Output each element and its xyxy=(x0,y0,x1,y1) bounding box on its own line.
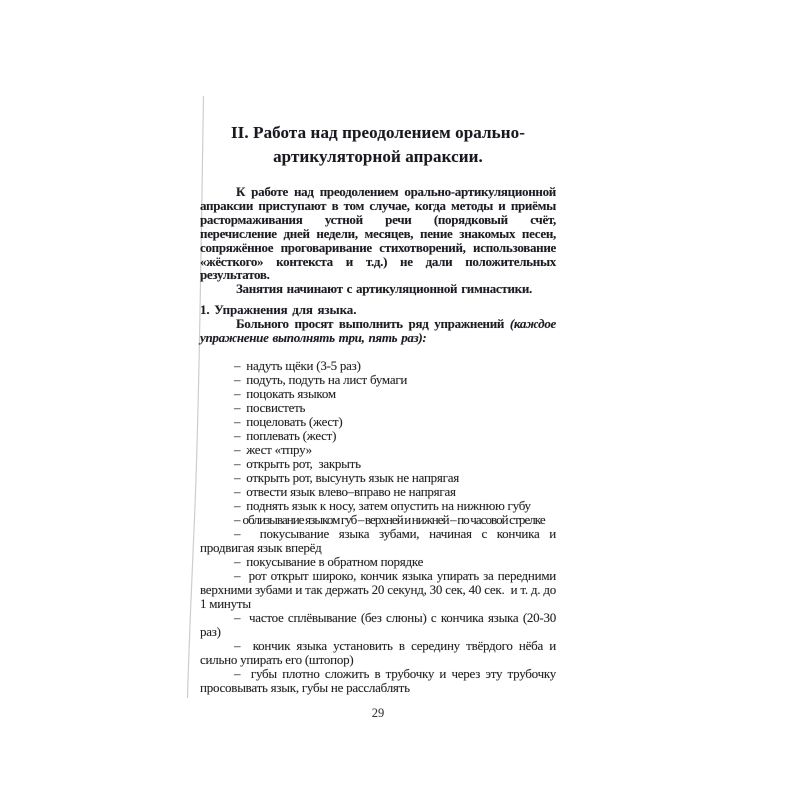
exercise-item: – кончик языка установить в середину твёрдого нёба и сильно упирать его (штопор) xyxy=(200,638,556,668)
exercise-item: – открыть рот, закрыть xyxy=(234,456,361,472)
exercise-item: – рот открыт широко, кончик языка упирать за передними верхними зубами и так держать 20 секунд, 30 сек, 40 сек. и т. д. до 1 минуты xyxy=(200,568,556,612)
exercise-item: – посвистеть xyxy=(234,400,306,416)
section-lead-italic: (каждое упражнение выполнять три, пять раз): xyxy=(200,316,556,346)
page-content xyxy=(200,121,556,720)
section-lead xyxy=(200,317,556,345)
page-title-line-2: артикуляторной апраксии. xyxy=(273,147,483,166)
page-title xyxy=(200,121,556,169)
exercise-item: – облизывание языком губ – верхней и нижней – по часовой стрелке xyxy=(234,512,545,528)
exercise-item: – надуть щёки (3-5 раз) xyxy=(234,358,361,374)
exercise-item: – поцеловать (жест) xyxy=(234,414,343,430)
paragraph-sessions-start: Занятия начинают с артикуляционной гимнастики. xyxy=(236,281,533,297)
exercise-item: – поднять язык к носу, затем опустить на нижнюю губу xyxy=(234,498,531,514)
exercise-item: – открыть рот, высунуть язык не напрягая xyxy=(234,470,459,486)
page-number: 29 xyxy=(371,706,385,721)
exercise-item: – жест «тпру» xyxy=(234,442,312,458)
page-title-line-1: II. Работа над преодолением орально- xyxy=(230,123,526,142)
exercise-item: – покусывание в обратном порядке xyxy=(234,554,424,570)
exercise-item: – поплевать (жест) xyxy=(234,428,337,444)
exercise-item: – губы плотно сложить в трубочку и через эту трубочку просовывать язык, губы не расслаблять xyxy=(200,666,556,696)
exercise-item: – покусывание языка зубами, начиная с кончика и продвигая язык вперёд xyxy=(200,526,556,556)
section-lead-main: Больного просят выполнить ряд упражнений xyxy=(236,316,510,332)
exercise-list xyxy=(200,359,556,695)
exercise-item: – отвести язык влево–вправо не напрягая xyxy=(234,484,456,500)
exercise-item: – поцокать языком xyxy=(234,386,336,402)
exercise-item: – подуть, подуть на лист бумаги xyxy=(234,372,408,388)
paragraph-apraxia-overview: К работе над преодолением орально-артикуляционной апраксии приступают в том случае, когда методы и приёмы растормаживания устной речи (порядковый счёт, перечисление дней недели, месяцев, пение знакомых песен, сопряжённое проговаривание стихотворений, использование «жёсткого» контекста и т.д.) не дали положительных результатов. xyxy=(200,184,556,283)
section-heading-tongue-exercises: 1. Упражнения для языка. xyxy=(200,302,357,318)
exercise-item: – частое сплёвывание (без слюны) с кончика языка (20-30 раз) xyxy=(200,610,556,640)
